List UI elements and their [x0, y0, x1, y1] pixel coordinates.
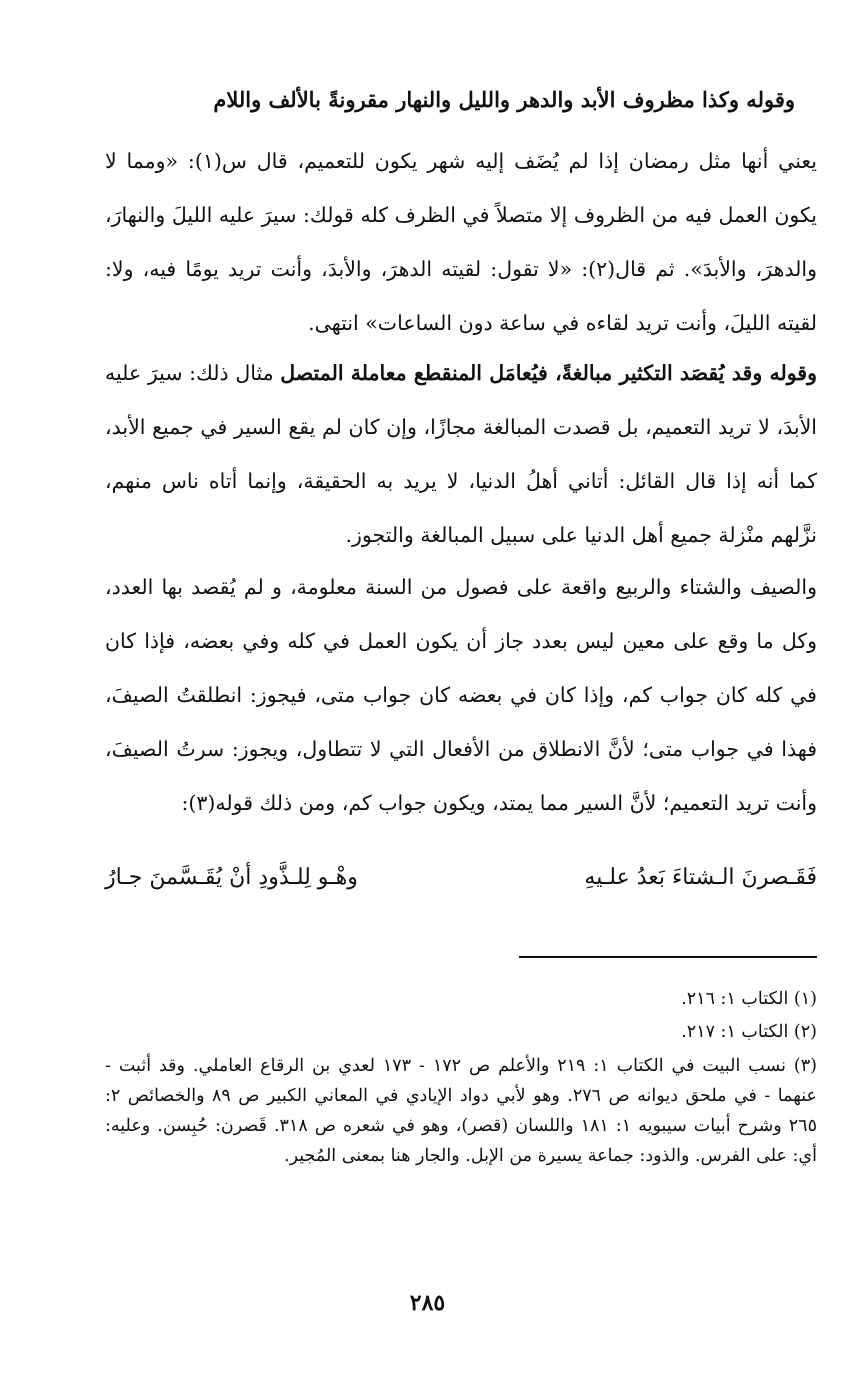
footnote-2: (٢) الكتاب ١: ٢١٧. [681, 1022, 817, 1042]
footnotes [105, 985, 817, 1175]
paragraph-3-text: والصيف والشتاء والربيع واقعة على فصول من السنة معلومة، و لم يُقصد بها العدد، وكل ما وقع على معين ليس بعدد جاز أن يكون العمل في كله وفي بعضه، فإذا كان في كله كان جواب كم، وإذا كان في بعضه كان جواب متى، فيجوز: انطلقتُ الصيفَ، فهذا في جواب متى؛ لأنَّ الانطلاق من الأفعال التي لا تتطاول، ويجوز: سرتُ الصيفَ، وأنت تريد التعميم؛ لأنَّ السير مما يمتد، ويكون جواب كم، ومن ذلك قوله(٣): [105, 575, 817, 815]
verse-first-hemistich: فَقَـصرنَ الـشتاءَ بَعدُ علـيهِ [584, 865, 817, 890]
poetry-verse [105, 856, 817, 900]
section-heading: وقوله وكذا مظروف الأبد والدهر والليل والنهار مقرونةً بالألف واللام [213, 87, 795, 112]
footnote-1: (١) الكتاب ١: ٢١٦. [681, 989, 817, 1009]
paragraph-2-bold-lead: وقوله وقد يُقصَد التكثير مبالغةً، فيُعامَل المنقطع معاملة المتصل [280, 361, 817, 385]
paragraph-2-text [105, 346, 817, 562]
paragraph-1 [105, 134, 817, 350]
paragraph-3 [105, 560, 817, 830]
paragraph-2 [105, 346, 817, 562]
verse-second-hemistich: وهْـو لِلـذَّودِ أنْ يُقَـسَّمنَ جـارُ [105, 865, 358, 890]
paragraph-2-body: مثال ذلك: سيرَ عليه الأبدَ، لا تريد التعميم، بل قصدت المبالغة مجازًا، وإن كان لم يقع السير في جميع الأبد، كما أنه إذا قال القائل: أتاني أهلُ الدنيا، لا يريد به الحقيقة، وإنما أتاه ناس منهم، نزَّلهم منْزلة جميع أهل الدنيا على سبيل المبالغة والتجوز. [105, 361, 817, 547]
paragraph-1-text: يعني أنها مثل رمضان إذا لم يُضَف إليه شهر يكون للتعميم، قال س(١): «ومما لا يكون العمل فيه من الظروف إلا متصلاً في الظرف كله قولك: سيرَ عليه الليلَ والنهارَ، والدهرَ، والأبدَ». ثم قال(٢): «لا تقول: لقيته الدهرَ، والأبدَ، وأنت تريد يومًا فيه، ولا: لقيته الليلَ، وأنت تريد لقاءه في ساعة دون الساعات» انتهى. [105, 149, 817, 335]
footnote-3: (٣) نسب البيت في الكتاب ١: ٢١٩ والأعلم ص ١٧٢ - ١٧٣ لعدي بن الرقاع العاملي. وقد أثبت - عنهما - في ملحق ديوانه ص ٢٧٦. وهو لأبي دواد الإيادي في المعاني الكبير ص ٨٩ والخصائص ٢: ٢٦٥ وشرح أبيات سيبويه ١: ١٨١ واللسان (قصر)، وهو في شعره ص ٣١٨. قَصرن: حُبِسن. وعليه: أي: على الفرس. والذود: جماعة يسيرة من الإبل. والجار هنا بمعنى المُجير. [105, 1056, 817, 1166]
footnote-divider [519, 956, 817, 958]
page-number: ٢٨٥ [409, 1290, 446, 1316]
